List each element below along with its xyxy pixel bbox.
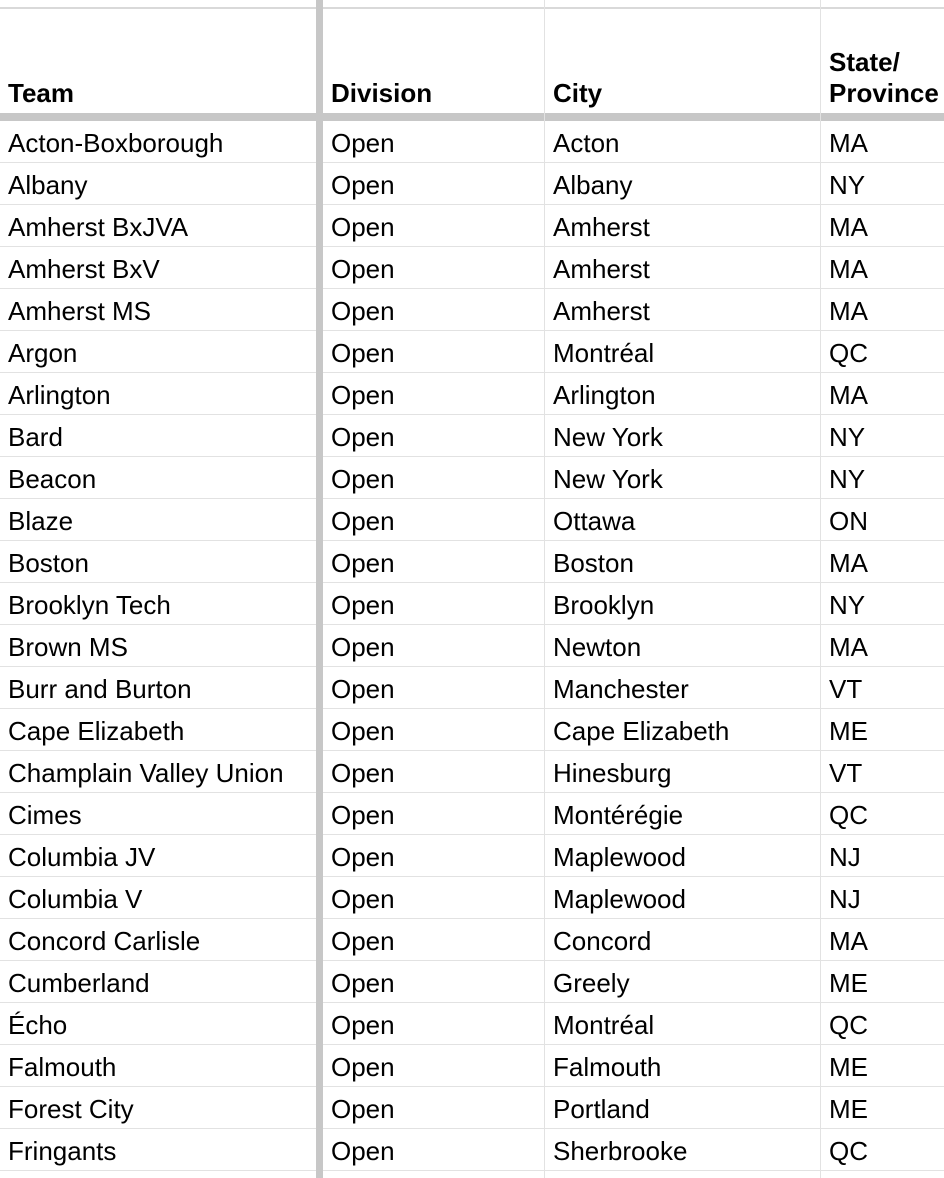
cell-team[interactable]: Brooklyn Tech [8, 590, 171, 620]
cell-division[interactable]: Open [331, 422, 395, 452]
cell-state[interactable]: NY [829, 590, 866, 620]
cell-division[interactable]: Open [331, 1010, 395, 1040]
table-row [0, 793, 944, 835]
header-state-label: State/ Province [829, 47, 939, 108]
cell-team[interactable]: Cumberland [8, 968, 150, 998]
cell-state[interactable]: MA [829, 128, 868, 158]
table-row [0, 1003, 944, 1045]
cell-division[interactable]: Open [331, 212, 395, 242]
cell-city[interactable]: Hinesburg [553, 758, 672, 788]
header-row [0, 9, 944, 115]
cell-team[interactable]: Blaze [8, 506, 74, 536]
header-state[interactable] [821, 9, 944, 115]
table-row [0, 583, 944, 625]
cell-division[interactable]: Open [331, 884, 395, 914]
cell-division[interactable]: Open [331, 1136, 395, 1166]
cell-division[interactable]: Open [331, 758, 395, 788]
cell-city[interactable]: Newton [553, 632, 642, 662]
cell-state[interactable]: MA [829, 548, 868, 578]
cell-division[interactable]: Open [331, 338, 395, 368]
cell-state[interactable]: QC [829, 338, 868, 368]
table-row [0, 751, 944, 793]
cell-team[interactable]: Brown MS [8, 632, 128, 662]
cell-division[interactable]: Open [331, 842, 395, 872]
cell-state[interactable]: VT [829, 674, 863, 704]
cell-division[interactable]: Open [331, 254, 395, 284]
table-row [0, 205, 944, 247]
table-row [0, 1087, 944, 1129]
table-row [0, 1045, 944, 1087]
cell-division[interactable]: Open [331, 968, 395, 998]
cell-division[interactable]: Open [331, 716, 395, 746]
cell-city[interactable]: Boston [553, 548, 634, 578]
cell-city[interactable]: Amherst [553, 212, 650, 242]
table-row [0, 709, 944, 751]
cell-team[interactable]: Forest City [8, 1094, 134, 1124]
table-row [0, 457, 944, 499]
cell-division[interactable]: Open [331, 380, 395, 410]
cell-division[interactable]: Open [331, 170, 395, 200]
cell-team[interactable]: Concord Carlisle [8, 926, 201, 956]
column-divider [544, 0, 545, 1178]
cell-city[interactable]: Ottawa [553, 506, 636, 536]
table-row [0, 289, 944, 331]
cell-team[interactable]: Amherst MS [8, 296, 152, 326]
cell-city[interactable]: Acton [553, 128, 620, 158]
header-division-label: Division [331, 78, 433, 108]
cell-state[interactable]: ON [829, 506, 868, 536]
cell-city[interactable]: Portland [553, 1094, 650, 1124]
cell-team[interactable]: Argon [8, 338, 78, 368]
cell-city[interactable]: Amherst [553, 296, 650, 326]
frozen-column-divider[interactable] [316, 0, 323, 1178]
cell-division[interactable]: Open [331, 464, 395, 494]
cell-state[interactable]: MA [829, 296, 868, 326]
table-row [0, 877, 944, 919]
cell-city[interactable]: Brooklyn [553, 590, 655, 620]
cell-team[interactable]: Cimes [8, 800, 82, 830]
cell-division[interactable]: Open [331, 926, 395, 956]
cell-team[interactable]: Falmouth [8, 1052, 117, 1082]
header-division[interactable] [323, 9, 544, 115]
cell-division[interactable]: Open [331, 800, 395, 830]
cell-team[interactable]: Albany [8, 170, 88, 200]
cell-city[interactable]: Amherst [553, 254, 650, 284]
cell-team[interactable]: Boston [8, 548, 89, 578]
cell-division[interactable]: Open [331, 128, 395, 158]
cell-division[interactable]: Open [331, 1094, 395, 1124]
cell-team[interactable]: Beacon [8, 464, 97, 494]
cell-state[interactable]: ME [829, 968, 868, 998]
header-team[interactable] [0, 9, 316, 115]
cell-division[interactable]: Open [331, 506, 395, 536]
header-team-label: Team [8, 78, 74, 108]
cell-city[interactable]: New York [553, 422, 663, 452]
table-row [0, 163, 944, 205]
cell-team[interactable]: Columbia JV [8, 842, 156, 872]
cell-state[interactable]: ME [829, 716, 868, 746]
cell-state[interactable]: NY [829, 464, 866, 494]
cell-state[interactable]: MA [829, 380, 868, 410]
header-divider [0, 113, 944, 121]
cell-city[interactable]: Montréal [553, 338, 655, 368]
table-row [0, 961, 944, 1003]
cell-state[interactable]: QC [829, 1136, 868, 1166]
table-row [0, 121, 944, 163]
cell-team[interactable]: Champlain Valley Union [8, 758, 284, 788]
column-divider [820, 0, 821, 1178]
cell-state[interactable]: NJ [829, 884, 861, 914]
cell-city[interactable]: Falmouth [553, 1052, 662, 1082]
cell-team[interactable]: Amherst BxV [8, 254, 160, 284]
table-row [0, 373, 944, 415]
cell-state[interactable]: VT [829, 758, 863, 788]
cell-team[interactable]: Cape Elizabeth [8, 716, 185, 746]
cell-team[interactable]: Bard [8, 422, 63, 452]
previous-row-stub [0, 0, 944, 9]
table-row [0, 667, 944, 709]
cell-state[interactable]: MA [829, 926, 868, 956]
cell-division[interactable]: Open [331, 632, 395, 662]
cell-state[interactable]: NJ [829, 842, 861, 872]
cell-city[interactable]: Maplewood [553, 884, 686, 914]
table-row [0, 499, 944, 541]
cell-state[interactable]: ME [829, 1094, 868, 1124]
cell-city[interactable]: Greely [553, 968, 630, 998]
cell-state[interactable]: NY [829, 170, 866, 200]
cell-division[interactable]: Open [331, 590, 395, 620]
cell-state[interactable]: MA [829, 212, 868, 242]
table-row [0, 541, 944, 583]
cell-city[interactable]: Manchester [553, 674, 689, 704]
cell-team[interactable]: Burr and Burton [8, 674, 192, 704]
cell-city[interactable]: Montérégie [553, 800, 684, 830]
cell-city[interactable]: Albany [553, 170, 633, 200]
table-row [0, 625, 944, 667]
cell-city[interactable]: Maplewood [553, 842, 686, 872]
table-row [0, 919, 944, 961]
cell-state[interactable]: NY [829, 422, 866, 452]
cell-city[interactable]: New York [553, 464, 663, 494]
table-row [0, 835, 944, 877]
cell-state[interactable]: MA [829, 254, 868, 284]
cell-team[interactable]: Acton-Boxborough [8, 128, 224, 158]
cell-city[interactable]: Montréal [553, 1010, 655, 1040]
cell-division[interactable]: Open [331, 296, 395, 326]
cell-division[interactable]: Open [331, 1052, 395, 1082]
cell-state[interactable]: QC [829, 800, 868, 830]
cell-city[interactable]: Sherbrooke [553, 1136, 688, 1166]
cell-division[interactable]: Open [331, 674, 395, 704]
table-row [0, 331, 944, 373]
table-row [0, 1129, 944, 1171]
header-city[interactable] [545, 9, 821, 115]
cell-city[interactable]: Concord [553, 926, 652, 956]
cell-state[interactable]: ME [829, 1052, 868, 1082]
table-row [0, 247, 944, 289]
cell-city[interactable]: Cape Elizabeth [553, 716, 730, 746]
header-city-label: City [553, 78, 603, 108]
cell-city[interactable]: Arlington [553, 380, 656, 410]
cell-team[interactable]: Fringants [8, 1136, 117, 1166]
cell-state[interactable]: MA [829, 632, 868, 662]
cell-team[interactable]: Amherst BxJVA [8, 212, 189, 242]
table-row [0, 415, 944, 457]
cell-team[interactable]: Arlington [8, 380, 111, 410]
cell-state[interactable]: QC [829, 1010, 868, 1040]
cell-team[interactable]: Columbia V [8, 884, 143, 914]
cell-team[interactable]: Écho [8, 1010, 68, 1040]
cell-division[interactable]: Open [331, 548, 395, 578]
